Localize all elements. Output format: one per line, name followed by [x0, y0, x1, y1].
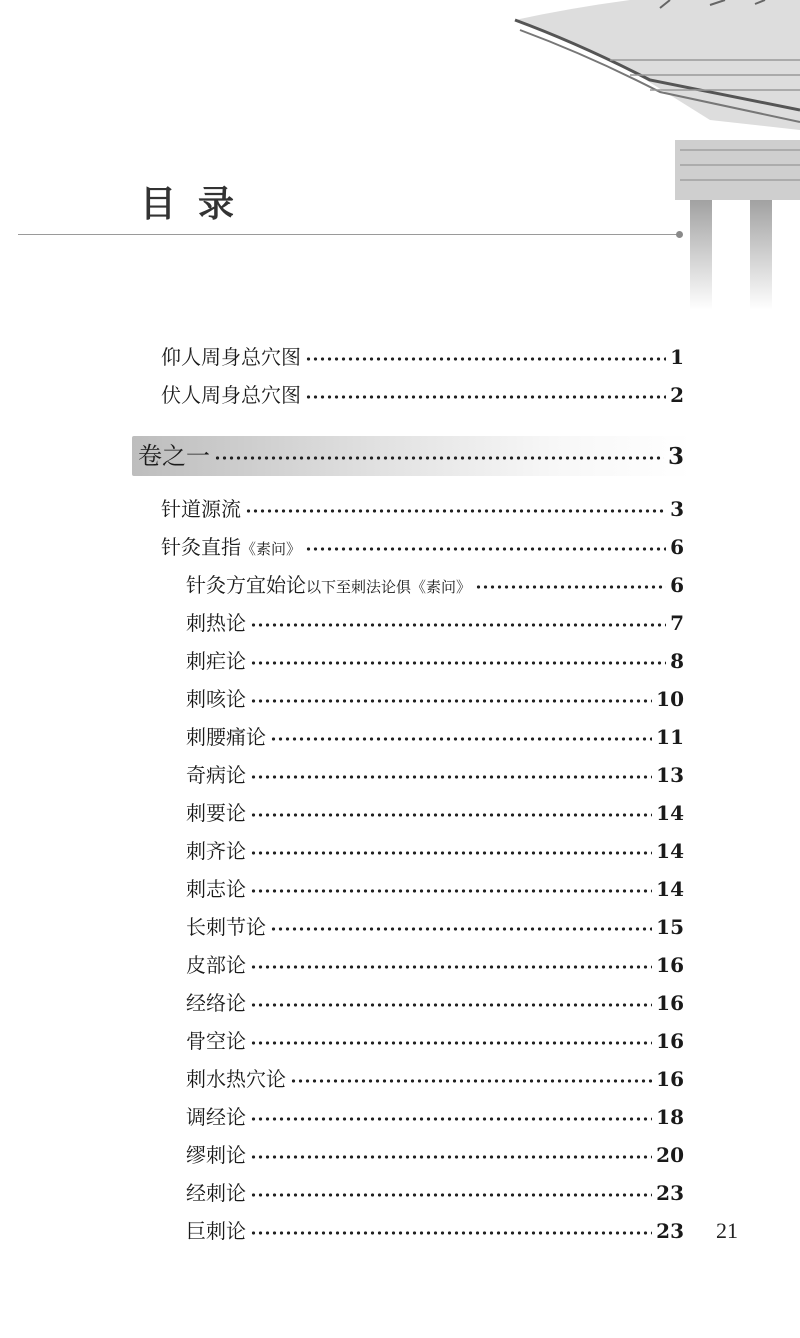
- toc-entry-label: 缪刺论: [186, 1143, 246, 1167]
- toc-entry[interactable]: [186, 798, 684, 828]
- toc-entry-page: 8: [670, 649, 684, 673]
- toc-entry-note: 《素问》: [241, 540, 302, 558]
- leader-dots: [250, 661, 666, 665]
- toc-entry-page: 7: [670, 611, 684, 635]
- toc-entry-label: 刺热论: [186, 611, 246, 635]
- toc-entry-label: 皮部论: [186, 953, 246, 977]
- toc-entry[interactable]: [161, 532, 684, 562]
- toc-entry[interactable]: [186, 1026, 684, 1056]
- toc-entry-note: 以下至刺法论俱《素问》: [306, 578, 472, 596]
- toc-entry-label: 刺腰痛论: [186, 725, 266, 749]
- toc-entry-page: 15: [656, 915, 684, 939]
- leader-dots: [250, 1003, 652, 1007]
- toc-entry-label: 经络论: [186, 991, 246, 1015]
- toc-entry-label: 针灸直指: [161, 535, 241, 559]
- toc-entry-page: 20: [656, 1143, 684, 1167]
- toc-entry-page: 6: [670, 535, 684, 559]
- leader-dots: [250, 1041, 652, 1045]
- toc-entry[interactable]: [186, 874, 684, 904]
- toc-entry-label: 刺志论: [186, 877, 246, 901]
- toc-entry-label: 刺水热穴论: [186, 1067, 286, 1091]
- toc-entry-page: 18: [656, 1105, 684, 1129]
- leader-dots: [214, 456, 664, 460]
- leader-dots: [250, 1117, 652, 1121]
- leader-dots: [305, 547, 666, 551]
- leader-dots: [250, 965, 652, 969]
- toc-entry-page: 16: [656, 953, 684, 977]
- toc-entry-page: 23: [656, 1181, 684, 1205]
- toc-entry-label: 针灸方宜始论: [186, 573, 306, 597]
- toc-entry-label: 刺齐论: [186, 839, 246, 863]
- toc-entry-label: 刺疟论: [186, 649, 246, 673]
- toc-entry-page: 14: [656, 877, 684, 901]
- leader-dots: [475, 585, 666, 589]
- toc-entry[interactable]: [186, 988, 684, 1018]
- toc-entry-label: 调经论: [186, 1105, 246, 1129]
- toc-entry[interactable]: [161, 494, 684, 524]
- toc-entry[interactable]: [186, 570, 684, 600]
- leader-dots: [305, 357, 666, 361]
- toc-entry[interactable]: [186, 1064, 684, 1094]
- toc-entry-page: 23: [656, 1219, 684, 1243]
- toc-entry-page: 3: [670, 497, 684, 521]
- toc-entry-page: 13: [656, 763, 684, 787]
- page-number: 21: [716, 1218, 738, 1243]
- toc-entry-page: 16: [656, 991, 684, 1015]
- toc-entry[interactable]: [186, 1178, 684, 1208]
- toc-entry[interactable]: [186, 950, 684, 980]
- toc-entry[interactable]: [186, 912, 684, 942]
- toc-entry-page: 3: [667, 443, 684, 470]
- toc-entry[interactable]: [186, 1102, 684, 1132]
- divider-end-dot: [676, 231, 683, 238]
- toc-entry-label: 骨空论: [186, 1029, 246, 1053]
- toc-entry-page: 14: [656, 839, 684, 863]
- toc-entry-page: 11: [656, 725, 684, 749]
- toc-entry-label: 针道源流: [161, 497, 241, 521]
- toc-entry[interactable]: [186, 760, 684, 790]
- toc-entry[interactable]: [186, 646, 684, 676]
- leader-dots: [245, 509, 666, 513]
- leader-dots: [250, 623, 666, 627]
- toc-entry[interactable]: [186, 722, 684, 752]
- toc-entry-page: 1: [670, 345, 684, 369]
- leader-dots: [305, 395, 666, 399]
- toc-entry-page: 14: [656, 801, 684, 825]
- leader-dots: [250, 1231, 652, 1235]
- temple-roof-illustration: [510, 0, 800, 310]
- toc-section-heading[interactable]: [138, 440, 684, 472]
- toc-entry[interactable]: [186, 836, 684, 866]
- leader-dots: [250, 1155, 652, 1159]
- toc-entry-label: 巨刺论: [186, 1219, 246, 1243]
- toc-entry-label: 卷之一: [138, 442, 210, 470]
- toc-entry-label: 长刺节论: [186, 915, 266, 939]
- toc-entry-label: 刺要论: [186, 801, 246, 825]
- toc-entry[interactable]: [161, 342, 684, 372]
- toc-entry[interactable]: [186, 608, 684, 638]
- toc-entry-page: 10: [656, 687, 684, 711]
- toc-entry-label: 伏人周身总穴图: [161, 383, 301, 407]
- toc-entry-page: 2: [670, 383, 684, 407]
- leader-dots: [250, 775, 652, 779]
- leader-dots: [250, 889, 652, 893]
- page-title: 目录: [140, 183, 257, 225]
- toc-entry-page: 16: [656, 1029, 684, 1053]
- toc-entry[interactable]: [161, 380, 684, 410]
- toc-entry[interactable]: [186, 1216, 684, 1246]
- toc-entry-label: 仰人周身总穴图: [161, 345, 301, 369]
- leader-dots: [250, 1193, 652, 1197]
- toc-entry-label: 奇病论: [186, 763, 246, 787]
- toc-entry-label: 刺咳论: [186, 687, 246, 711]
- toc-entry[interactable]: [186, 684, 684, 714]
- leader-dots: [290, 1079, 652, 1083]
- leader-dots: [250, 851, 652, 855]
- leader-dots: [270, 927, 652, 931]
- title-divider: [18, 234, 678, 235]
- leader-dots: [250, 699, 652, 703]
- toc-entry-label: 经刺论: [186, 1181, 246, 1205]
- toc-entry-page: 16: [656, 1067, 684, 1091]
- leader-dots: [270, 737, 652, 741]
- toc-entry[interactable]: [186, 1140, 684, 1170]
- leader-dots: [250, 813, 652, 817]
- toc-entry-page: 6: [670, 573, 684, 597]
